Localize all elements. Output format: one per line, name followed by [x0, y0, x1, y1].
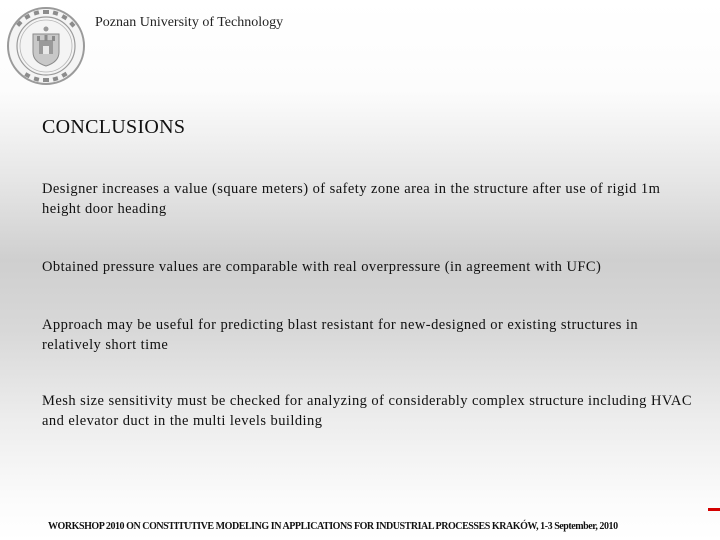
accent-mark: [708, 508, 720, 511]
conclusion-point: Designer increases a value (square meters) of safety zone area in the structure after use of rigid 1m height door heading: [42, 181, 661, 217]
footer-text: WORKSHOP 2010 ON CONSTITUTIVE MODELING IN APPLICATIONS FOR INDUSTRIAL PROCESSES KRAKÓW, 1-3 September, 2010: [48, 521, 618, 532]
conclusion-point: Obtained pressure values are comparable with real overpressure (in agreement with UFC): [42, 259, 602, 275]
conclusion-point: Approach may be useful for predicting blast resistant for new-designed or existing structures in relatively short time: [42, 317, 639, 353]
conclusion-point: Mesh size sensitivity must be checked for analyzing of considerably complex structure including HVAC and elevator duct in the multi levels building: [42, 393, 692, 429]
institution-name: Poznan University of Technology: [95, 15, 284, 30]
slide-title: CONCLUSIONS: [42, 116, 186, 138]
university-seal-icon: [6, 6, 86, 86]
